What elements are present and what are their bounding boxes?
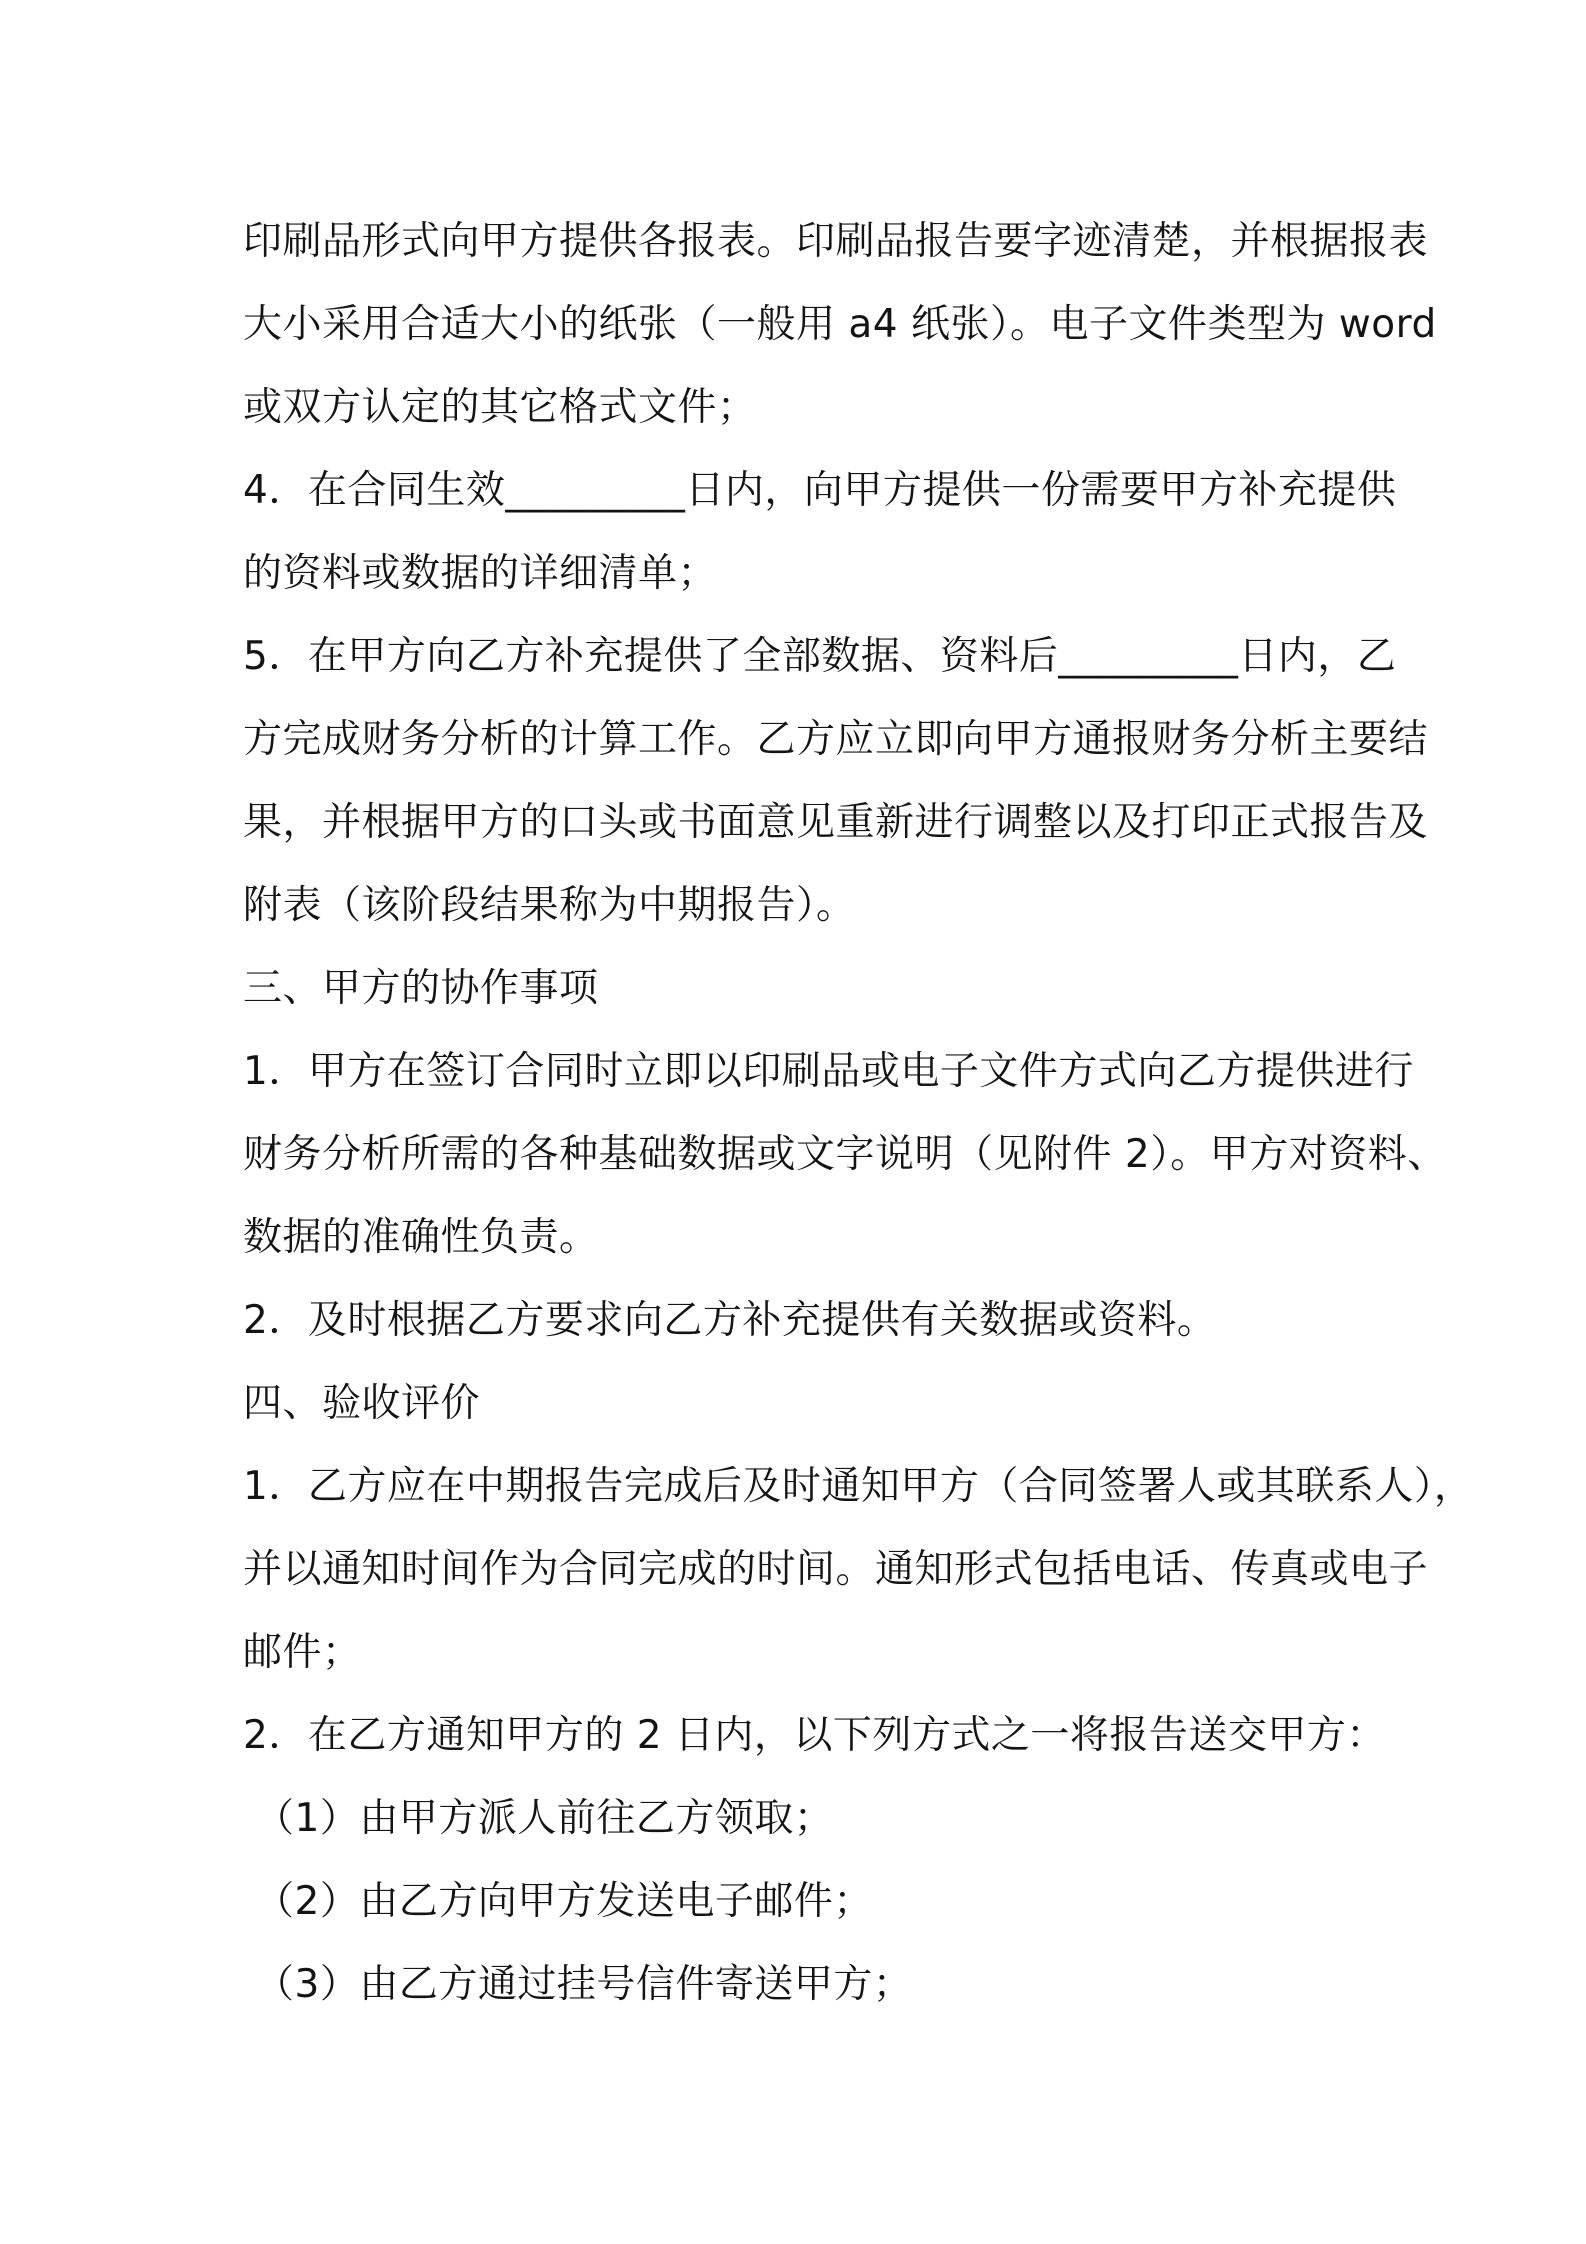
paragraph-line: 附表（该阶段结果称为中期报告）。 (243, 883, 856, 928)
clause-line: 4．在合同生效_________日内，向甲方提供一份需要甲方补充提供 (243, 468, 1397, 513)
paragraph-line: 并以通知时间作为合同完成的时间。通知形式包括电话、传真或电子 (243, 1547, 1429, 1592)
clause-line: 5．在甲方向乙方补充提供了全部数据、资料后_________日内，乙 (243, 634, 1397, 679)
clause-line: 2．及时根据乙方要求向乙方补充提供有关数据或资料。 (243, 1298, 1217, 1343)
list-item: （2）由乙方向甲方发送电子邮件； (255, 1879, 873, 1924)
paragraph-line: 数据的准确性负责。 (243, 1215, 599, 1260)
paragraph-line: 方完成财务分析的计算工作。乙方应立即向甲方通报财务分析主要结 (243, 717, 1429, 762)
paragraph-line: 的资料或数据的详细清单； (243, 551, 718, 596)
section-heading: 四、验收评价 (243, 1381, 481, 1426)
paragraph-line: 果，并根据甲方的口头或书面意见重新进行调整以及打印正式报告及 (243, 800, 1429, 845)
paragraph-line: 或双方认定的其它格式文件； (243, 385, 757, 430)
section-heading: 三、甲方的协作事项 (243, 966, 599, 1011)
list-item: （1）由甲方派人前往乙方领取； (255, 1796, 834, 1841)
paragraph-line: 大小采用合适大小的纸张（一般用 a4 纸张）。电子文件类型为 word (243, 302, 1437, 347)
document-body (243, 200, 1474, 2026)
clause-line: 1．乙方应在中期报告完成后及时通知甲方（合同签署人或其联系人）， (243, 1464, 1474, 1509)
clause-line: 1．甲方在签订合同时立即以印刷品或电子文件方式向乙方提供进行 (243, 1049, 1414, 1094)
paragraph-line: 财务分析所需的各种基础数据或文字说明（见附件 2）。甲方对资料、 (243, 1132, 1447, 1177)
list-item: （3）由乙方通过挂号信件寄送甲方； (255, 1962, 913, 2007)
paragraph-line: 印刷品形式向甲方提供各报表。印刷品报告要字迹清楚，并根据报表 (243, 219, 1429, 264)
clause-line: 2．在乙方通知甲方的 2 日内，以下列方式之一将报告送交甲方： (243, 1713, 1386, 1758)
paragraph-line: 邮件； (243, 1630, 362, 1675)
